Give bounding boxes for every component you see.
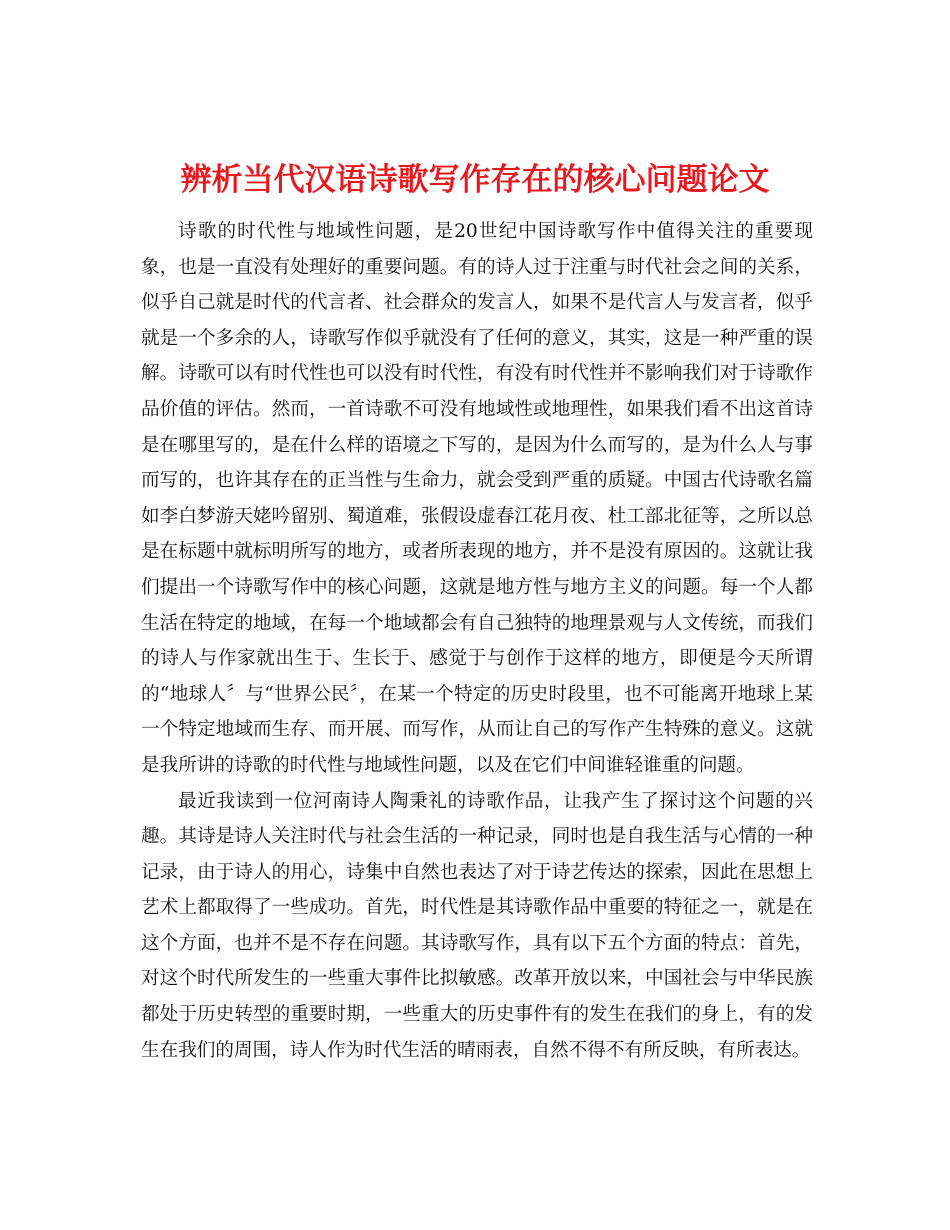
document-title: 辨析当代汉语诗歌写作存在的核心问题论文 (180, 161, 770, 198)
paragraph-1: 诗歌的时代性与地域性问题，是20世纪中国诗歌写作中值得关注的重要现象，也是一直没有处理好的重要问题。有的诗人过于注重与时代社会之间的关系，似乎自己就是时代的代言者、社会群众的发言人，如果不是代言人与发言者，似乎就是一个多余的人，诗歌写作似乎就没有了任何的意义，其实，这是一种严重的误解。诗歌可以有时代性也可以没有时代性，有没有时代性并不影响我们对于诗歌作品价值的评估。然而，一首诗歌不可没有地域性或地理性，如果我们看不出这首诗是在哪里写的，是在什么样的语境之下写的，是因为什么而写的，是为什么人与事而写的，也许其存在的正当性与生命力，就会受到严重的质疑。中国古代诗歌名篇如李白梦游天姥吟留别、蜀道难，张假设虚春江花月夜、杜工部北征等，之所以总是在标题中就标明所写的地方，或者所表现的地方，并不是没有原因的。这就让我们提出一个诗歌写作中的核心问题，这就是地方性与地方主义的问题。每一个人都生活在特定的地域，在每一个地域都会有自己独特的地理景观与人文传统，而我们的诗人与作家就出生于、生长于、感觉于与创作于这样的地方，即便是今天所谓的“地球人〞与“世界公民〞，在某一个特定的历史时段里，也不可能离开地球上某一个特定地域而生存、而开展、而写作，从而让自己的写作产生特殊的意义。这就是我所讲的诗歌的时代性与地域性问题，以及在它们中间谁轻谁重的问题。 (141, 221, 813, 776)
document-body (141, 214, 813, 1068)
paragraph-2: 最近我读到一位河南诗人陶秉礼的诗歌作品，让我产生了探讨这个问题的兴趣。其诗是诗人关注时代与社会生活的一种记录，同时也是自我生活与心情的一种记录，由于诗人的用心，诗集中自然也表达了对于诗艺传达的探索，因此在思想上艺术上都取得了一些成功。首先，时代性是其诗歌作品中重要的特征之一，就是在这个方面，也并不是不存在问题。其诗歌写作，具有以下五个方面的特点：首先，对这个时代所发生的一些重大事件比拟敏感。改革开放以来，中国社会与中华民族都处于历史转型的重要时期，一些重大的历史事件有的发生在我们的身上，有的发生在我们的周围，诗人作为时代生活的晴雨表，自然不得不有所反映，有所表达。 (141, 790, 813, 1061)
